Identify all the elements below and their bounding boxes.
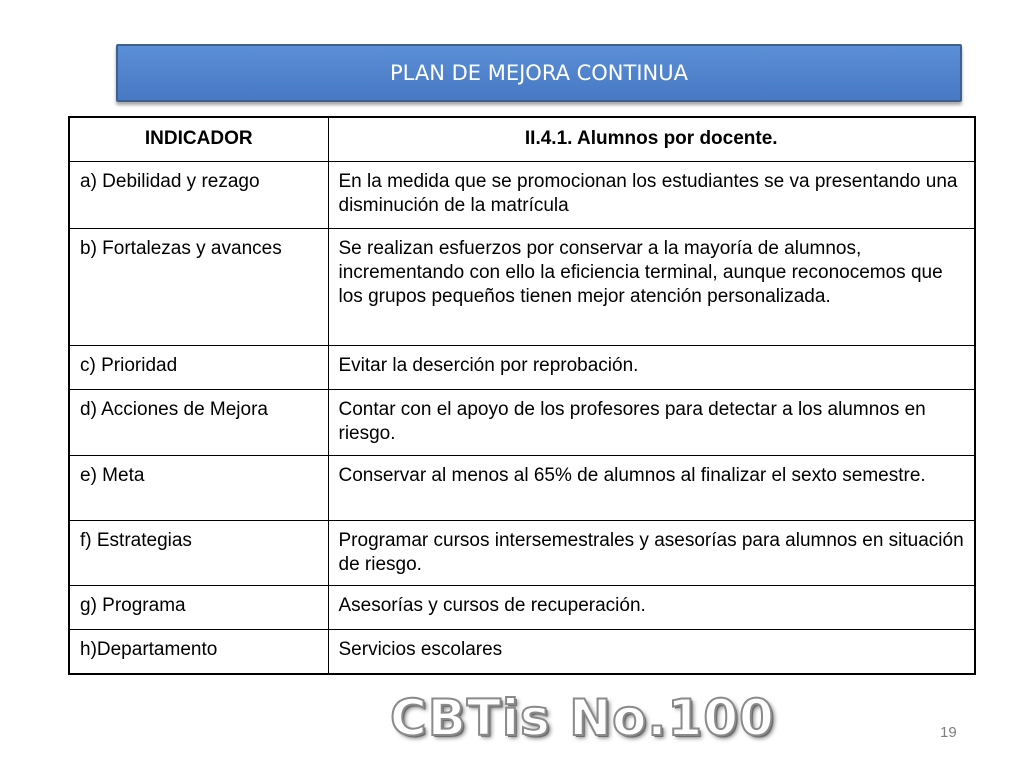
row-value: Asesorías y cursos de recuperación.: [328, 585, 975, 629]
row-value: Contar con el apoyo de los profesores para detectar a los alumnos en riesgo.: [328, 389, 975, 455]
table-row: [69, 345, 975, 389]
table-row: [69, 585, 975, 629]
table-row: [69, 389, 975, 455]
table-header-row: [69, 117, 975, 161]
header-indicador: INDICADOR: [69, 117, 328, 161]
table-row: [69, 455, 975, 520]
row-value: En la medida que se promocionan los estudiantes se va presentando una disminución de la matrícula: [328, 161, 975, 228]
table-row: [69, 629, 975, 674]
row-value: Conservar al menos al 65% de alumnos al finalizar el sexto semestre.: [328, 455, 975, 520]
row-value: Evitar la deserción por reprobación.: [328, 345, 975, 389]
page-number: 19: [940, 724, 957, 741]
row-value: Servicios escolares: [328, 629, 975, 674]
row-label: h)Departamento: [69, 629, 328, 674]
row-label: g) Programa: [69, 585, 328, 629]
table-row: [69, 228, 975, 345]
row-label: d) Acciones de Mejora: [69, 389, 328, 455]
slide-title: PLAN DE MEJORA CONTINUA: [390, 61, 688, 85]
header-indicator-title: II.4.1. Alumnos por docente.: [328, 117, 975, 161]
row-label: f) Estrategias: [69, 520, 328, 585]
row-label: c) Prioridad: [69, 345, 328, 389]
row-label: b) Fortalezas y avances: [69, 228, 328, 345]
improvement-plan-table: [68, 116, 976, 675]
slide-title-banner: [116, 44, 962, 102]
cbtis-logo-text: CBTis No.100: [390, 689, 775, 747]
row-label: a) Debilidad y rezago: [69, 161, 328, 228]
row-label: e) Meta: [69, 455, 328, 520]
table-row: [69, 520, 975, 585]
row-value: Se realizan esfuerzos por conservar a la mayoría de alumnos, incrementando con ello la eficiencia terminal, aunque reconocemos que los grupos pequeños tienen mejor atención personalizada.: [328, 228, 975, 345]
table-row: [69, 161, 975, 228]
row-value: Programar cursos intersemestrales y asesorías para alumnos en situación de riesgo.: [328, 520, 975, 585]
